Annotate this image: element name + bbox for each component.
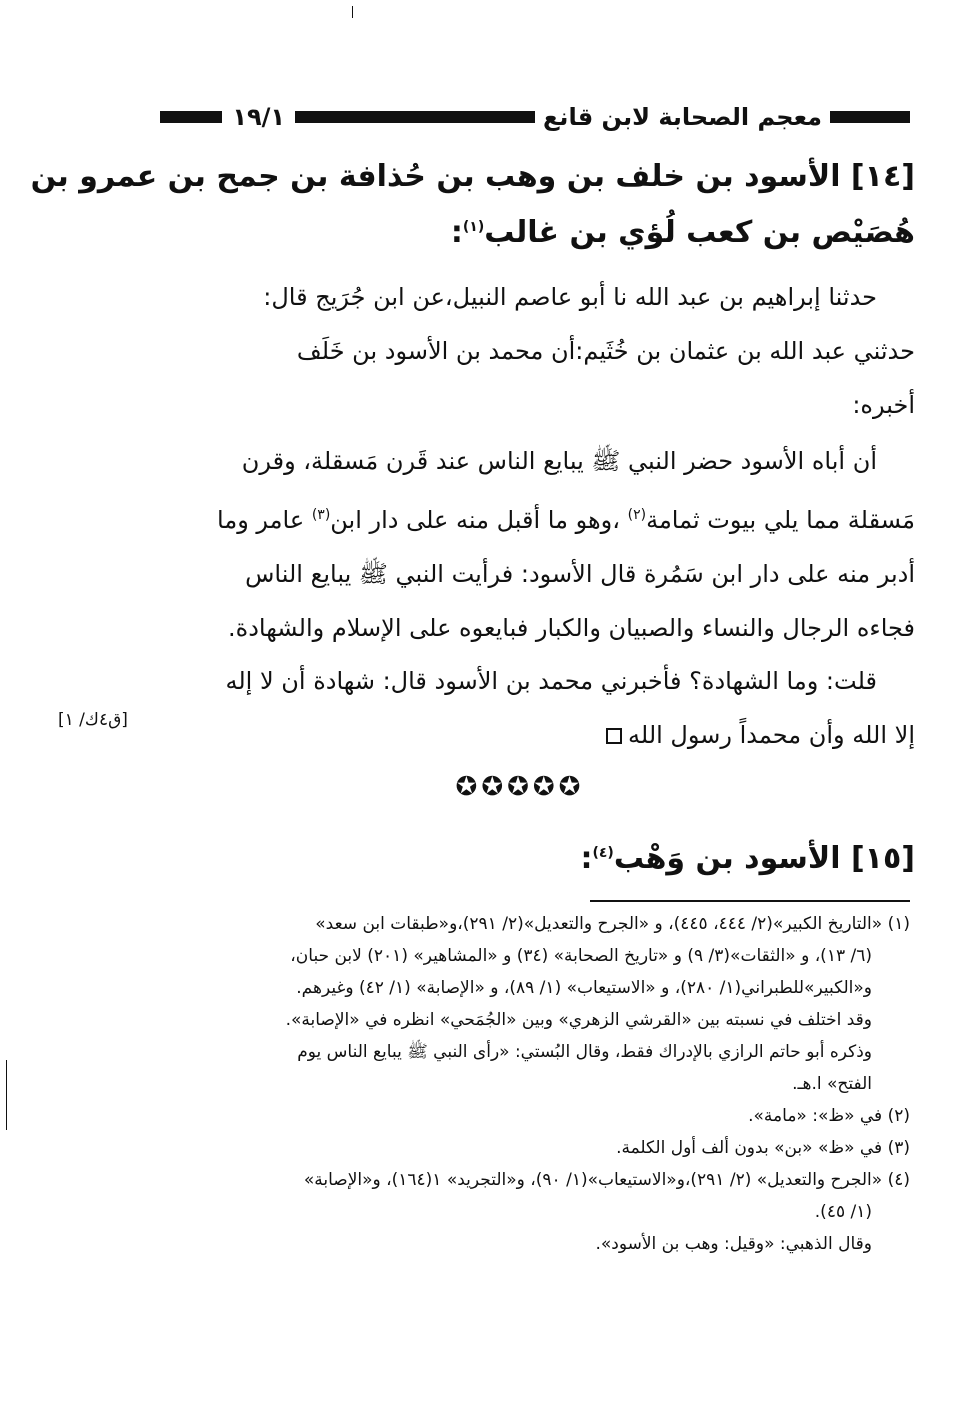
narration-line4: فجاءه الرجال والنساء والصبيان والكبار فبايعوه على الإسلام والشهادة. <box>228 614 915 642</box>
footnote-3: (٣) في «ظ» «بن» بدون ألف أول الكلمة. <box>616 1138 910 1158</box>
footnote-ref-2: (٢) <box>627 507 647 523</box>
entry-14-heading-line2-wrap <box>145 202 915 258</box>
manuscript-margin-note: [ق٤ك/ ١] <box>58 710 128 730</box>
narration-line1: أن أباه الأسود حضر النبي ﷺ يبايع الناس عند قَرن مَسقلة، وقرن <box>241 447 877 475</box>
isnad-line3: أخبره: <box>852 391 915 419</box>
scan-tick-side <box>6 1060 7 1130</box>
entry-15-heading-text: [١٥] الأسود بن وَهْب <box>613 841 915 876</box>
isnad-paragraph <box>145 270 915 432</box>
entry-15-heading-wrap <box>145 828 915 884</box>
footnote-1-line4: وقد اختلف في نسبته بين «القرشي الزهري» وبين «الجُمَحي» انظره في «الإصابة». <box>285 1010 872 1030</box>
footnotes <box>140 908 910 1260</box>
question-line1: قلت: وما الشهادة؟ فأخبرني محمد بن الأسود قال: شهادة أن لا إله <box>225 667 877 695</box>
footnote-1-line6: الفتح» ا.هـ. <box>792 1074 872 1094</box>
narration-line3: أدبر منه على دار ابن سَمُرة قال الأسود: فرأيت النبي ﷺ يبايع الناس <box>245 560 915 588</box>
header-rule-right <box>830 111 910 123</box>
footnote-1-line1: (١) «التاريخ الكبير»(٢/ ٤٤٤، ٤٤٥)، و «الجرح والتعديل»(٢/ ٢٩١)،و«طبقات ابن سعد» <box>315 914 910 934</box>
header-rule-middle <box>295 111 535 123</box>
entry-15-heading <box>145 828 915 884</box>
footnote-1-line3: و«الكبير»للطبراني(١/ ٢٨٠)، و «الاستيعاب» (١/ ٨٩)، و «الإصابة» (١/ ٤٢) وغيرهم. <box>296 978 872 998</box>
scan-tick-top <box>352 6 353 18</box>
section-separator-stars: ✪✪✪✪✪ <box>455 772 585 802</box>
isnad-line1: حدثنا إبراهيم بن عبد الله نا أبو عاصم النبيل،عن ابن جُرَيج قال: <box>263 283 877 311</box>
footnote-separator-rule <box>590 900 910 902</box>
header-rule-left <box>160 111 222 123</box>
narration-line2-b: ،وهو ما أقبل منه على دار ابن <box>330 506 620 534</box>
footnote-1-line5: وذكره أبو حاتم الرازي بالإدراك فقط، وقال البُستي: «رأى النبي ﷺ يبايع الناس يوم <box>297 1042 872 1062</box>
question-line2-wrap <box>145 708 915 762</box>
page-reference: ١٩/١ <box>232 103 286 131</box>
narration-line2 <box>145 488 915 547</box>
footnote-ref-1: (١) <box>462 219 485 235</box>
question-line2: إلا الله وأن محمداً رسول الله <box>628 721 915 749</box>
footnote-2: (٢) في «ظ»: «مامة». <box>748 1106 910 1126</box>
footnote-ref-4: (٤) <box>592 845 614 861</box>
narration-paragraph <box>145 434 915 655</box>
isnad-line2: حدثني عبد الله بن عثمان بن خُثَيم:أن محمد بن الأسود بن خَلَف <box>296 337 915 365</box>
question-paragraph <box>145 654 915 762</box>
entry-14-heading-line1: [١٤] الأسود بن خلف بن وهب بن حُذافة بن جمح بن عمرو بن <box>30 159 915 194</box>
footnote-4-line2: (١/ ٤٥). <box>814 1202 872 1222</box>
entry-14-heading <box>30 152 915 258</box>
footnote-4-line3: وقال الذهبي: «وقيل: وهب بن الأسود». <box>595 1234 872 1254</box>
entry-14-heading-line2: هُصَيْص بن كعب لُؤي بن غالب <box>484 215 915 250</box>
end-of-entry-square-icon <box>606 728 622 744</box>
narration-line2-c: عامر وما <box>217 506 305 534</box>
book-title: معجم الصحابة لابن قانع <box>543 103 822 131</box>
heading-colon: : <box>450 215 463 250</box>
entry-15-heading-colon: : <box>580 841 593 876</box>
footnote-4-line1: (٤) «الجرح والتعديل» (٢/ ٢٩١)،و«الاستيعاب»(١/ ٩٠)، و«التجريد» ١(١٦٤)، و«الإصابة» <box>303 1170 910 1190</box>
footnote-1-line2: (٦/ ١٣)، و «الثقات»(٣/ ٩) و «تاريخ الصحابة» (٣٤) و «المشاهير» (٢٠١) لابن حبان، <box>290 946 872 966</box>
footnote-ref-3: (٣) <box>311 507 331 523</box>
running-header <box>150 100 910 134</box>
narration-line2-a: مَسقلة مما يلي بيوت ثمامة <box>646 506 915 534</box>
